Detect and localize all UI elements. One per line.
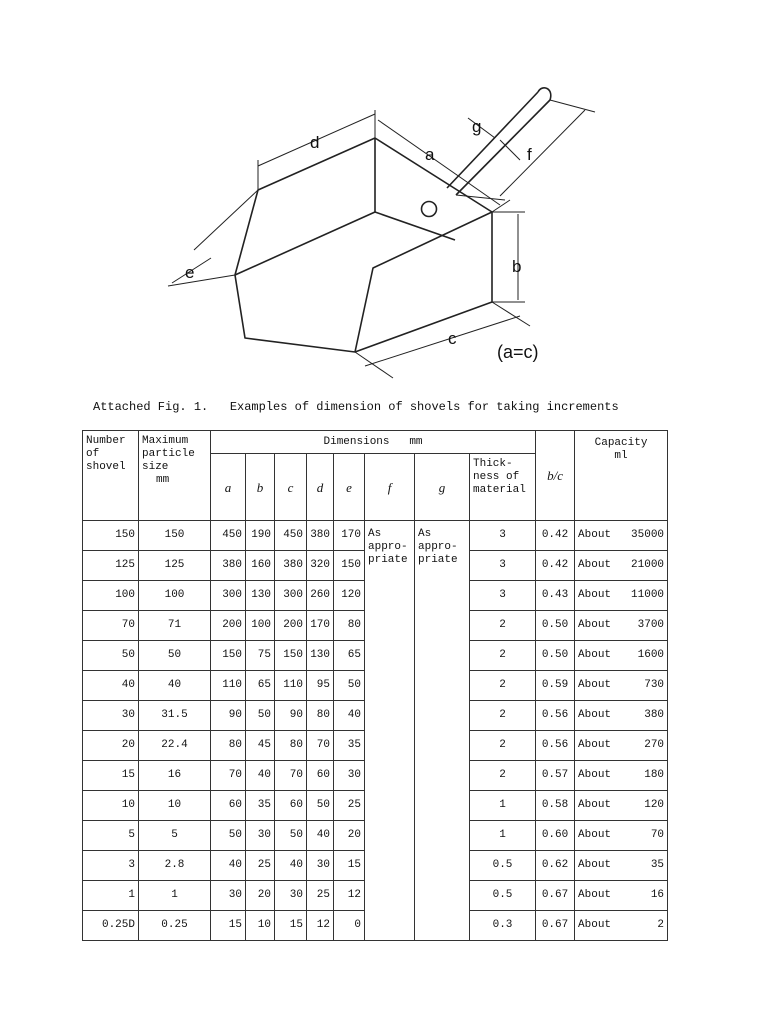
cell-ratio: 0.59 xyxy=(536,671,575,701)
cell-e: 40 xyxy=(334,701,365,731)
cell-b: 160 xyxy=(246,551,275,581)
cell-thickness: 3 xyxy=(470,551,536,581)
cell-number: 10 xyxy=(83,791,139,821)
cell-d: 40 xyxy=(307,821,334,851)
cell-b: 35 xyxy=(246,791,275,821)
cell-c: 30 xyxy=(275,881,307,911)
header-max-particle-size: Maximum particle size mm xyxy=(139,431,211,521)
cell-capacity xyxy=(575,881,668,911)
shovel-diagram xyxy=(0,0,768,395)
cell-capacity xyxy=(575,581,668,611)
capacity-value: 1600 xyxy=(637,649,665,661)
cell-c: 150 xyxy=(275,641,307,671)
cell-particle-size: 50 xyxy=(139,641,211,671)
capacity-value: 35000 xyxy=(631,529,665,541)
cell-capacity xyxy=(575,911,668,941)
header-capacity: Capacity ml xyxy=(575,431,668,521)
cell-d: 30 xyxy=(307,851,334,881)
cell-e: 0 xyxy=(334,911,365,941)
cell-b: 25 xyxy=(246,851,275,881)
capacity-prefix: About xyxy=(578,919,612,931)
cell-c: 15 xyxy=(275,911,307,941)
cell-ratio: 0.42 xyxy=(536,551,575,581)
header-number-of-shovel: Number of shovel xyxy=(83,431,139,521)
cell-thickness: 0.5 xyxy=(470,851,536,881)
label-c: c xyxy=(448,329,457,348)
handle-end xyxy=(538,88,551,100)
cell-particle-size: 16 xyxy=(139,761,211,791)
label-f: f xyxy=(527,145,532,164)
header-col-c: c xyxy=(275,454,307,521)
capacity-prefix: About xyxy=(578,619,612,631)
table-row xyxy=(83,521,668,551)
cell-number: 150 xyxy=(83,521,139,551)
cell-e: 20 xyxy=(334,821,365,851)
cell-capacity xyxy=(575,611,668,641)
cell-a: 40 xyxy=(211,851,246,881)
cell-e: 50 xyxy=(334,671,365,701)
label-d: d xyxy=(310,133,320,152)
header-col-d: d xyxy=(307,454,334,521)
cell-c: 70 xyxy=(275,761,307,791)
cell-e: 15 xyxy=(334,851,365,881)
shovel-inner-edge-1 xyxy=(235,212,375,275)
cell-particle-size: 2.8 xyxy=(139,851,211,881)
cell-e: 12 xyxy=(334,881,365,911)
cell-b: 30 xyxy=(246,821,275,851)
cell-particle-size: 31.5 xyxy=(139,701,211,731)
cell-e: 120 xyxy=(334,581,365,611)
cell-number: 40 xyxy=(83,671,139,701)
cell-a: 150 xyxy=(211,641,246,671)
cell-thickness: 3 xyxy=(470,581,536,611)
capacity-prefix: About xyxy=(578,709,612,721)
capacity-prefix: About xyxy=(578,889,612,901)
cell-ratio: 0.57 xyxy=(536,761,575,791)
cell-a: 200 xyxy=(211,611,246,641)
cell-particle-size: 5 xyxy=(139,821,211,851)
cell-particle-size: 40 xyxy=(139,671,211,701)
cell-c: 200 xyxy=(275,611,307,641)
header-ratio: b/c xyxy=(536,431,575,521)
cell-capacity xyxy=(575,731,668,761)
cell-particle-size: 150 xyxy=(139,521,211,551)
cell-thickness: 3 xyxy=(470,521,536,551)
cell-thickness: 1 xyxy=(470,791,536,821)
cell-d: 380 xyxy=(307,521,334,551)
capacity-value: 3700 xyxy=(637,619,665,631)
cell-a: 15 xyxy=(211,911,246,941)
cell-d: 12 xyxy=(307,911,334,941)
cell-particle-size: 125 xyxy=(139,551,211,581)
cell-thickness: 1 xyxy=(470,821,536,851)
capacity-value: 11000 xyxy=(631,589,665,601)
capacity-value: 35 xyxy=(650,859,665,871)
capacity-value: 270 xyxy=(644,739,665,751)
cell-d: 130 xyxy=(307,641,334,671)
shovel-front-lip xyxy=(355,212,492,352)
cell-c: 110 xyxy=(275,671,307,701)
cell-number: 5 xyxy=(83,821,139,851)
cell-c: 60 xyxy=(275,791,307,821)
cell-d: 25 xyxy=(307,881,334,911)
capacity-prefix: About xyxy=(578,529,612,541)
cell-b: 10 xyxy=(246,911,275,941)
cell-particle-size: 22.4 xyxy=(139,731,211,761)
cell-b: 65 xyxy=(246,671,275,701)
cell-number: 20 xyxy=(83,731,139,761)
cell-b: 130 xyxy=(246,581,275,611)
cell-a: 90 xyxy=(211,701,246,731)
cell-number: 0.25D xyxy=(83,911,139,941)
cell-number: 30 xyxy=(83,701,139,731)
cell-number: 100 xyxy=(83,581,139,611)
cell-ratio: 0.67 xyxy=(536,911,575,941)
cell-ratio: 0.58 xyxy=(536,791,575,821)
header-col-g: g xyxy=(415,454,470,521)
cell-number: 15 xyxy=(83,761,139,791)
cell-a: 450 xyxy=(211,521,246,551)
cell-number: 50 xyxy=(83,641,139,671)
cell-thickness: 2 xyxy=(470,701,536,731)
cell-d: 320 xyxy=(307,551,334,581)
cell-thickness: 2 xyxy=(470,641,536,671)
cell-thickness: 0.5 xyxy=(470,881,536,911)
cell-c: 450 xyxy=(275,521,307,551)
header-col-e: e xyxy=(334,454,365,521)
cell-b: 45 xyxy=(246,731,275,761)
cell-ratio: 0.42 xyxy=(536,521,575,551)
caption-text: Examples of dimension of shovels for taking increments xyxy=(229,400,619,414)
cell-a: 30 xyxy=(211,881,246,911)
capacity-value: 2 xyxy=(657,919,665,931)
cell-e: 150 xyxy=(334,551,365,581)
cell-capacity xyxy=(575,821,668,851)
cell-thickness: 2 xyxy=(470,761,536,791)
label-g: g xyxy=(472,117,482,136)
cell-d: 95 xyxy=(307,671,334,701)
shovel-back-edge xyxy=(235,138,492,352)
cell-capacity xyxy=(575,551,668,581)
cell-ratio: 0.67 xyxy=(536,881,575,911)
cell-thickness: 2 xyxy=(470,671,536,701)
cell-a: 300 xyxy=(211,581,246,611)
cell-b: 75 xyxy=(246,641,275,671)
cell-ratio: 0.56 xyxy=(536,701,575,731)
cell-d: 260 xyxy=(307,581,334,611)
shovel-hole xyxy=(422,202,437,217)
capacity-value: 70 xyxy=(650,829,665,841)
cell-capacity xyxy=(575,521,668,551)
cell-b: 190 xyxy=(246,521,275,551)
capacity-prefix: About xyxy=(578,799,612,811)
cell-e: 65 xyxy=(334,641,365,671)
capacity-value: 180 xyxy=(644,769,665,781)
cell-e: 25 xyxy=(334,791,365,821)
cell-d: 70 xyxy=(307,731,334,761)
cell-a: 70 xyxy=(211,761,246,791)
handle-edge-2 xyxy=(456,100,550,195)
cell-thickness: 2 xyxy=(470,731,536,761)
cell-b: 40 xyxy=(246,761,275,791)
cell-particle-size: 100 xyxy=(139,581,211,611)
cell-b: 50 xyxy=(246,701,275,731)
label-b: b xyxy=(512,257,522,276)
cell-thickness: 0.3 xyxy=(470,911,536,941)
cell-e: 35 xyxy=(334,731,365,761)
cell-capacity xyxy=(575,761,668,791)
capacity-prefix: About xyxy=(578,769,612,781)
cell-capacity xyxy=(575,671,668,701)
cell-particle-size: 71 xyxy=(139,611,211,641)
cell-c: 300 xyxy=(275,581,307,611)
capacity-value: 16 xyxy=(650,889,665,901)
header-col-f: f xyxy=(365,454,415,521)
label-a: a xyxy=(425,145,435,164)
cell-ratio: 0.56 xyxy=(536,731,575,761)
cell-thickness: 2 xyxy=(470,611,536,641)
header-dimensions: Dimensions mm xyxy=(211,431,536,454)
header-thickness: Thick- ness of material xyxy=(470,454,536,521)
cell-d: 50 xyxy=(307,791,334,821)
cell-e: 170 xyxy=(334,521,365,551)
cell-b: 100 xyxy=(246,611,275,641)
cell-number: 1 xyxy=(83,881,139,911)
shovel-dimensions-table xyxy=(82,430,668,941)
cell-particle-size: 1 xyxy=(139,881,211,911)
cell-number: 3 xyxy=(83,851,139,881)
cell-a: 110 xyxy=(211,671,246,701)
cell-ratio: 0.62 xyxy=(536,851,575,881)
cell-d: 80 xyxy=(307,701,334,731)
capacity-prefix: About xyxy=(578,649,612,661)
cell-capacity xyxy=(575,791,668,821)
cell-c: 50 xyxy=(275,821,307,851)
cell-a: 50 xyxy=(211,821,246,851)
cell-ratio: 0.60 xyxy=(536,821,575,851)
cell-c: 80 xyxy=(275,731,307,761)
table-body xyxy=(83,521,668,941)
cell-ratio: 0.43 xyxy=(536,581,575,611)
cell-g-merged: As appro- priate xyxy=(415,521,470,941)
figure-note: (a=c) xyxy=(497,342,539,362)
label-e: e xyxy=(185,263,195,282)
capacity-prefix: About xyxy=(578,829,612,841)
figure-caption xyxy=(93,400,713,414)
cell-capacity xyxy=(575,851,668,881)
cell-c: 90 xyxy=(275,701,307,731)
capacity-prefix: About xyxy=(578,559,612,571)
cell-a: 60 xyxy=(211,791,246,821)
cell-e: 30 xyxy=(334,761,365,791)
cell-a: 380 xyxy=(211,551,246,581)
cell-c: 40 xyxy=(275,851,307,881)
header-col-a: a xyxy=(211,454,246,521)
cell-d: 170 xyxy=(307,611,334,641)
capacity-prefix: About xyxy=(578,679,612,691)
cell-number: 70 xyxy=(83,611,139,641)
header-col-b: b xyxy=(246,454,275,521)
cell-ratio: 0.50 xyxy=(536,641,575,671)
cell-particle-size: 10 xyxy=(139,791,211,821)
cell-capacity xyxy=(575,701,668,731)
capacity-prefix: About xyxy=(578,739,612,751)
dim-line-g xyxy=(500,140,520,160)
cell-c: 380 xyxy=(275,551,307,581)
handle-edge-1 xyxy=(447,92,538,188)
caption-prefix: Attached Fig. 1. xyxy=(93,400,209,414)
cell-number: 125 xyxy=(83,551,139,581)
capacity-value: 380 xyxy=(644,709,665,721)
capacity-prefix: About xyxy=(578,859,612,871)
cell-f-merged: As appro- priate xyxy=(365,521,415,941)
capacity-value: 120 xyxy=(644,799,665,811)
capacity-value: 730 xyxy=(644,679,665,691)
cell-capacity xyxy=(575,641,668,671)
capacity-value: 21000 xyxy=(631,559,665,571)
capacity-prefix: About xyxy=(578,589,612,601)
cell-particle-size: 0.25 xyxy=(139,911,211,941)
cell-e: 80 xyxy=(334,611,365,641)
cell-d: 60 xyxy=(307,761,334,791)
cell-ratio: 0.50 xyxy=(536,611,575,641)
cell-a: 80 xyxy=(211,731,246,761)
cell-b: 20 xyxy=(246,881,275,911)
dim-line-a xyxy=(378,120,500,205)
